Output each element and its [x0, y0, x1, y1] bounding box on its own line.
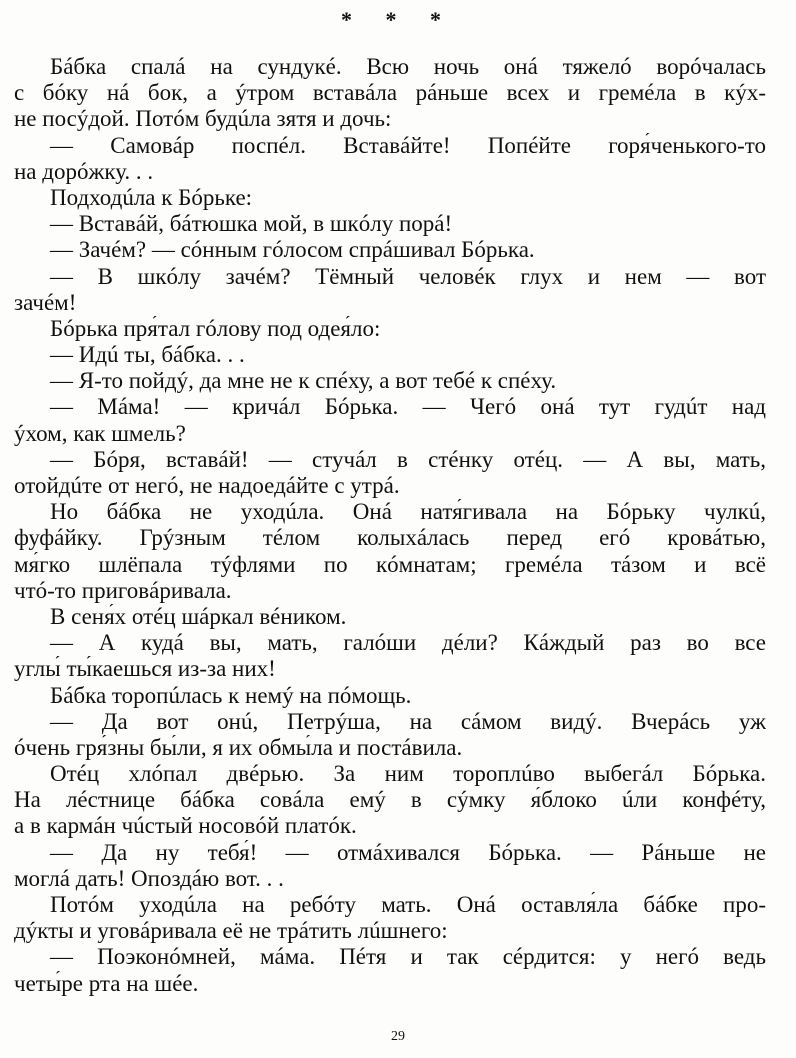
section-separator: * * * — [341, 7, 455, 32]
text-line: чтó-то приговáривала. — [14, 577, 232, 603]
text-line: — Поэконóмней, мáма. Пéтя и так сéрдится: у негó ведь — [50, 944, 766, 970]
text-line: На лéстнице бáбка совáла емý в сýмку я́блоко úли конфéту, — [14, 787, 766, 813]
text-line: В сеня́х отéц шáркал вéником. — [50, 603, 347, 629]
text-line: — Мáма! — кричáл Бóрька. — Чегó онá тут гудúт над — [50, 394, 766, 420]
text-line: — Вставáй, бáтюшка мой, в шкóлу порá! — [50, 211, 453, 237]
text-line: Бáбка спалá на сундукé. Всю ночь онá тяжелó ворóчалась — [50, 54, 766, 79]
text-line: Но бáбка не уходúла. Онá натя́гивала на Бóрьку чулкú, — [50, 499, 766, 525]
text-line: Бóрька пря́тал гóлову под одея́ло: — [50, 315, 381, 341]
text-line: Подходúла к Бóрьке: — [50, 184, 253, 210]
text-line: дýкты и уговáривала её не трáтить лúшнего: — [14, 918, 448, 944]
text-line: — Зачéм? — сóнным гóлосом спрáшивал Бóрька. — [50, 237, 535, 263]
text-line: — Самовáр поспéл. Вставáйте! Попéйте горя́ченького-то — [50, 132, 766, 158]
text-line: ýхом, как шмель? — [14, 420, 186, 446]
text-line: — А кудá вы, мать, галóши дéли? Кáждый раз во все — [50, 630, 766, 656]
text-line: моглá дать! Опоздáю вот. . . — [14, 865, 284, 891]
text-line: — Да вот онú, Петрýша, на сáмом видý. Вчерáсь уж — [50, 708, 766, 734]
text-line: не посýдой. Потóм будúла зятя и дочь: — [14, 106, 392, 132]
text-line: а в кармáн чúстый носовóй платóк. — [14, 813, 357, 839]
text-line: Потóм уходúла на ребóту мать. Онá оставля́ла бáбке про- — [50, 892, 766, 917]
body-text — [14, 54, 766, 997]
text-line: Отéц хлóпал двéрью. За ним тороплúво выбегáл Бóрька. — [50, 761, 766, 787]
text-line: — Я-то пойдý, да мне не к спéху, а вот тебé к спéху. — [50, 368, 557, 394]
text-line: на дорóжку. . . — [14, 158, 154, 184]
text-line: — В шкóлу зачéм? Тёмный человéк глух и нем — вот — [50, 263, 766, 289]
text-line: Бáбка торопúлась к немý на пóмощь. — [50, 682, 412, 708]
text-line: углы́ ты́каешься из-за них! — [14, 656, 276, 682]
text-line: — Идú ты, бáбка. . . — [50, 342, 245, 368]
text-line: — Бóря, вставáй! — стучáл в стéнку отéц. — А вы, мать, — [50, 446, 766, 472]
text-line: мя́гко шлёпала тýфлями по кóмнатам; гремéла тáзом и всё — [14, 551, 766, 577]
text-line: четы́ре рта на шée. — [14, 970, 199, 996]
text-line: фуфáйку. Грýзным тéлом колыхáлась перед егó кровáтью, — [14, 525, 766, 551]
text-line: с бóку нá бок, а ýтром вставáла рáньше всех и гремéла в кýх- — [14, 80, 766, 106]
page-number: 29 — [391, 1029, 405, 1044]
text-line: отойдúте от негó, не надоедáйте с утрá. — [14, 473, 400, 498]
text-line: óчень гря́зны бы́ли, я их обмы́ла и постáвила. — [14, 734, 463, 760]
text-line: — Да ну тебя́! — отмáхивался Бóрька. — Рáньше не — [50, 839, 766, 865]
text-line: зачéм! — [14, 289, 77, 315]
